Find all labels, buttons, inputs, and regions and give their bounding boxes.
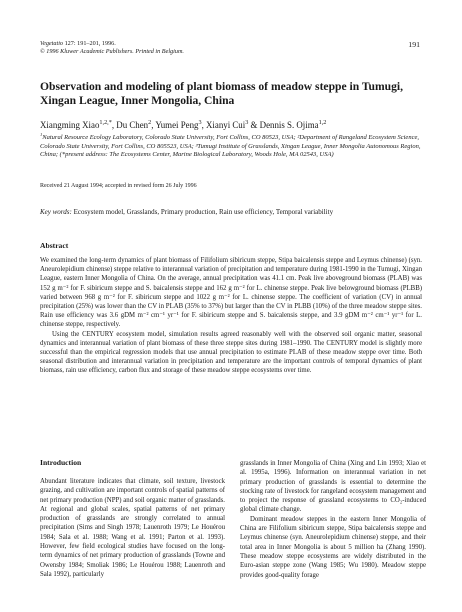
keywords [40,208,422,216]
author-list: Xiangming Xiao$^{1,2,*}$, Du Chen$^2$, Yumei Peng$^3$, Xianyi Cui$^3$ & Dennis S. Ojima$^{1,2}$ [40,119,327,130]
page-number: 191 [408,40,420,49]
author-affil-mark: 2 [148,119,152,127]
keywords-label: Key words: [40,208,72,216]
author-name: Xiangming Xiao [40,120,100,130]
body-paragraph: grasslands in Inner Mongolia of China (Xing and Lin 1993; Xiao et al. 1995a, 1996). Information on interannual variation in net primary production of grasslands is essential to determine the stocking rate of livestock for rangeland ecosystem management and to project the response of grassland ecosystems to CO₂-induced global climate change. [240,460,426,514]
body-paragraph: Dominant meadow steppes in the eastern Inner Mongolia of China are Filifolium sibiricum steppe, Stipa baicalensis steppe and Leymus chinense (syn. Aneurolepidium chinense) steppe, and their total area in Inner Mongolia is about 5 million ha (Zhang 1990). These meadow steppe ecosystems are widely distributed in the Euro-asian steppe zone (Wang 1985; Wu 1980). Meadow steppe provides good-quality forage [240,515,426,579]
introduction-heading: Introduction [40,458,82,467]
copyright-line: © 1996 Kluwer Academic Publishers. Printed in Belgium. [40,48,184,55]
author-name: Dennis S. Ojima [259,120,319,130]
affiliation-text: Natural Resource Ecology Laboratory, Colorado State University, Fort Collins, CO 80523, USA; ²Department of Rangeland Ecosystem Science, Colorado State University, Fort Collins, CO 805523, USA; ³Tumugi Institute of Grasslands, Xingan League, Inner Mongolia Autonomous Region, China; (*present address: The Ecosystems Center, Marine Biological Laboratory, Woods Hole, MA 02543, USA) [40,134,421,158]
author-name: Du Chen [116,120,149,130]
keywords-text: Ecosystem model, Grasslands, Primary production, Rain use efficiency, Temporal variability [73,208,334,216]
journal-volume: 127: 191–201, 1996. [64,40,116,47]
body-paragraph: Abundant literature indicates that climate, soil texture, livestock grazing, and cultivation are important controls of spatial patterns of net primary production (NPP) and soil organic matter of grasslands. At regional and global scales, spatial patterns of net primary production of grasslands are strongly correlated to annual precipitation (Sims and Singh 1978; Lauenroth 1979; Le Houérou 1984; Sala et al. 1988; Wang et al. 1991; Parton et al. 1993). However, few field ecological studies have focused on the long-term dynamics of net primary production of grasslands (Towne and Owensby 1984; Smoliak 1986; Le Houérou 1988; Lauenroth and Sala 1992), particularly [40,478,225,578]
abstract-paragraph: Using the CENTURY ecosystem model, simulation results agreed reasonably well with the observed soil organic matter, seasonal dynamics and interannual variation of plant biomass of these three steppe sites during 1981–1990. The CENTURY model is slightly more successful than the empirical regression models that use annual precipitation to estimate PLAB of these meadow steppe over time. Both seasonal distribution and interannual variation in precipitation and temperature are the important controls of temporal dynamics of plant biomass, rain use efficiency, carbon flux and storage of these meadow steppe ecosystems over time. [40,330,422,375]
author-affil-mark: 1,2,* [99,119,112,127]
left-column [40,477,225,579]
affil-mark: 1 [40,131,43,137]
author-name: Yumei Peng [155,120,199,130]
received-dates: Received 21 August 1994; accepted in revised form 26 July 1996 [40,183,197,189]
author-affil-mark: 3 [245,119,249,127]
right-column [240,459,426,580]
journal-header [40,40,184,56]
author-affil-mark: 1,2 [318,119,327,127]
abstract-heading: Abstract [40,241,69,250]
article-title: Observation and modeling of plant biomass of meadow steppe in Tumugi, Xingan League, Inner Mongolia, China [40,80,404,107]
affiliations [40,131,422,160]
abstract-body [40,256,422,376]
abstract-paragraph: We examined the long-term dynamics of plant biomass of Filifolium sibiricum steppe, Stipa baicalensis steppe and Leymus chinense) (syn. Aneurolepidium chinense) steppe relative to interannual variation of precipitation and temperature during 1981-1990 in the Tumugi, Xingan League, eastern Inner Mongolia of China. On the average, annual precipitation was 41.1 cm. Peak live aboveground biomass (PLAB) was 152 g m⁻² for F. sibiricum steppe and S. baicalensis steppe and 162 g m⁻² for L. chinense steppe. Peak live belowground biomass (PLBB) varied between 968 g m⁻² for F. sibiricum steppe and 1022 g m⁻² for L. chinense steppe. The coefficient of variation (CV) in annual precipitation (25%) was lower than the CV in PLAB (35% to 37%) but larger than the CV in PLBB (10%) of the three meadow steppe sites. Rain use efficiency was 3.6 gDM m⁻² cm⁻¹ yr⁻¹ for F. sibiricum steppe and S. baicalensis steppe, and 3.9 gDM m⁻² cm⁻¹ yr⁻¹ for L. chinense steppe, respectively. [40,257,422,329]
journal-name: Vegetatio [40,40,64,47]
author-affil-mark: 3 [198,119,202,127]
author-name: Xianyi Cui [206,120,246,130]
